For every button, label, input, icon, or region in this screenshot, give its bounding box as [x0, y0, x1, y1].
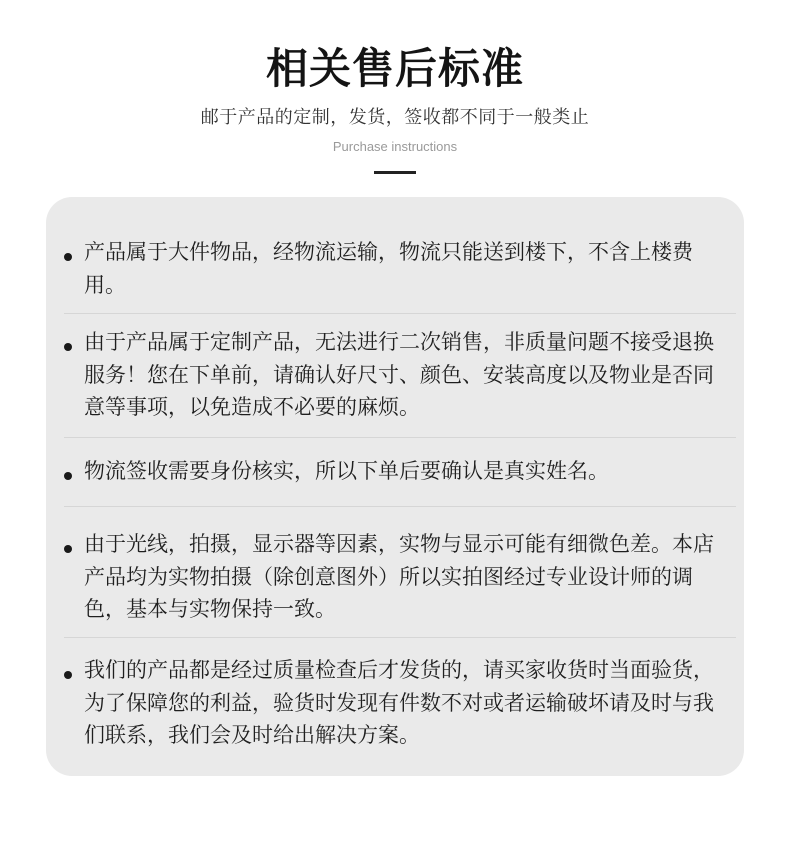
- bullet-icon: [64, 671, 72, 679]
- list-item: [64, 455, 724, 488]
- divider: [64, 637, 736, 638]
- list-item: [64, 236, 724, 301]
- list-item: [64, 326, 724, 424]
- page-subtitle: 邮于产品的定制，发货，签收都不同于一般类止: [200, 107, 590, 128]
- list-item-text: 由于产品属于定制产品，无法进行二次销售，非质量问题不接受退换服务！您在下单前，请确认好尺寸、颜色、安装高度以及物业是否同意等事项，以免造成不必要的麻烦。: [84, 330, 714, 419]
- bullet-icon: [64, 545, 72, 553]
- list-item: [64, 528, 724, 626]
- list-item-text: 我们的产品都是经过质量检查后才发货的，请买家收货时当面验货，为了保障您的利益，验货时发现有件数不对或者运输破坏请及时与我们联系，我们会及时给出解决方案。: [84, 658, 714, 747]
- bullet-icon: [64, 253, 72, 261]
- bullet-icon: [64, 472, 72, 480]
- page-title: 相关售后标准: [265, 44, 524, 93]
- divider: [64, 313, 736, 314]
- divider: [64, 506, 736, 507]
- list-item: [64, 654, 724, 752]
- title-underline: [374, 171, 416, 174]
- divider: [64, 437, 736, 438]
- page-subtitle-english: Purchase instructions: [332, 139, 458, 154]
- list-item-text: 由于光线，拍摄，显示器等因素，实物与显示可能有细微色差。本店产品均为实物拍摄（除创意图外）所以实拍图经过专业设计师的调色，基本与实物保持一致。: [84, 532, 714, 621]
- bullet-icon: [64, 343, 72, 351]
- list-item-text: 产品属于大件物品，经物流运输，物流只能送到楼下，不含上楼费用。: [84, 240, 693, 297]
- list-item-text: 物流签收需要身份核实，所以下单后要确认是真实姓名。: [84, 459, 609, 483]
